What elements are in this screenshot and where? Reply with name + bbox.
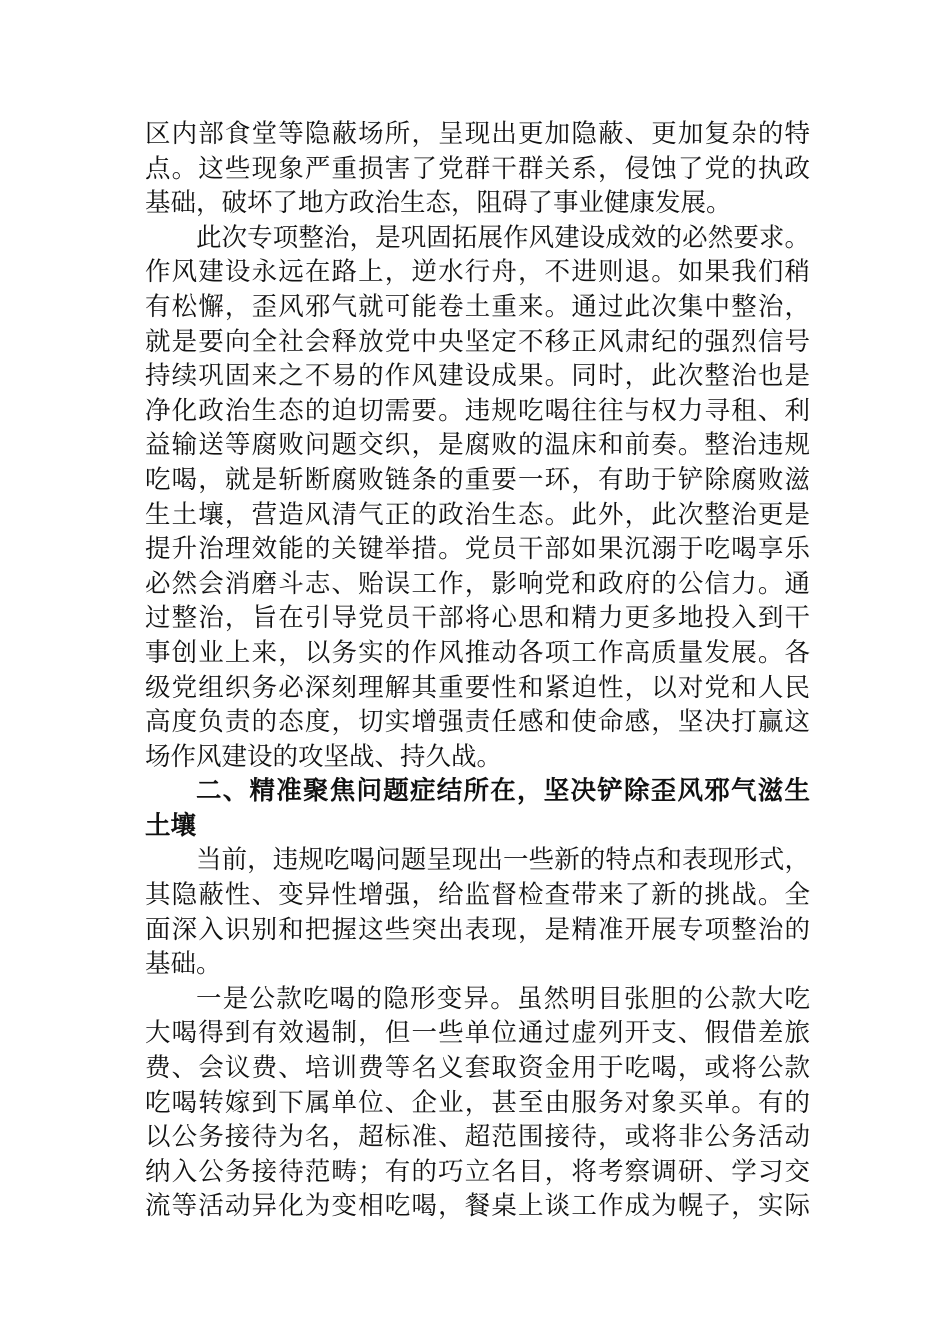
text-line: 作风建设永远在路上，逆水行舟，不进则退。如果我们稍 [145, 257, 810, 288]
text-line: 事创业上来，以务实的作风推动各项工作高质量发展。各 [145, 637, 810, 668]
text-line: 持续巩固来之不易的作风建设成果。同时，此次整治也是 [145, 361, 810, 392]
text-line: 高度负责的态度，切实增强责任感和使命感，坚决打赢这 [145, 707, 810, 738]
text-line: 吃喝，就是斩断腐败链条的重要一环，有助于铲除腐败滋 [145, 464, 810, 495]
text-line: 净化政治生态的迫切需要。违规吃喝往往与权力寻租、利 [145, 395, 810, 426]
text-line: 此次专项整治，是巩固拓展作风建设成效的必然要求。 [196, 222, 810, 253]
text-line: 以公务接待为名，超标准、超范围接待，或将非公务活动 [145, 1122, 810, 1153]
text-line: 基础，破坏了地方政治生态，阻碍了事业健康发展。 [145, 188, 732, 219]
text-line: 级党组织务必深刻理解其重要性和紧迫性，以对党和人民 [145, 672, 810, 703]
text-line: 提升治理效能的关键举措。党员干部如果沉溺于吃喝享乐 [145, 534, 810, 565]
text-line: 基础。 [145, 949, 222, 980]
text-line: 场作风建设的攻坚战、持久战。 [145, 741, 503, 772]
text-line: 纳入公务接待范畴；有的巧立名目，将考察调研、学习交 [145, 1156, 810, 1187]
text-line: 区内部食堂等隐蔽场所，呈现出更加隐蔽、更加复杂的特 [145, 119, 810, 149]
text-line: 就是要向全社会释放党中央坚定不移正风肃纪的强烈信号 [145, 326, 810, 357]
text-line: 吃喝转嫁到下属单位、企业，甚至由服务对象买单。有的 [145, 1087, 810, 1118]
text-line: 面深入识别和把握这些突出表现，是精准开展专项整治的 [145, 914, 810, 945]
text-line: 生土壤，营造风清气正的政治生态。此外，此次整治更是 [145, 499, 810, 530]
text-line: 点。这些现象严重损害了党群干群关系，侵蚀了党的执政 [145, 153, 810, 184]
text-line: 必然会消磨斗志、贻误工作，影响党和政府的公信力。通 [145, 568, 810, 599]
text-line: 益输送等腐败问题交织，是腐败的温床和前奏。整治违规 [145, 430, 810, 461]
section-heading-line: 二、精准聚焦问题症结所在，坚决铲除歪风邪气滋生 [196, 776, 810, 807]
section-heading-line: 土壤 [145, 810, 197, 841]
text-line: 大喝得到有效遏制，但一些单位通过虚列开支、假借差旅 [145, 1018, 810, 1049]
text-line: 一是公款吃喝的隐形变异。虽然明目张胆的公款大吃 [196, 983, 810, 1014]
text-line: 过整治，旨在引导党员干部将心思和精力更多地投入到干 [145, 603, 810, 634]
text-line: 费、会议费、培训费等名义套取资金用于吃喝，或将公款 [145, 1053, 810, 1084]
document-body [145, 117, 810, 1224]
text-line: 有松懈，歪风邪气就可能卷土重来。通过此次集中整治， [145, 291, 810, 322]
text-line: 当前，违规吃喝问题呈现出一些新的特点和表现形式， [196, 845, 810, 876]
text-line: 流等活动异化为变相吃喝，餐桌上谈工作成为幌子，实际 [145, 1191, 810, 1222]
text-line: 其隐蔽性、变异性增强，给监督检查带来了新的挑战。全 [145, 880, 810, 911]
